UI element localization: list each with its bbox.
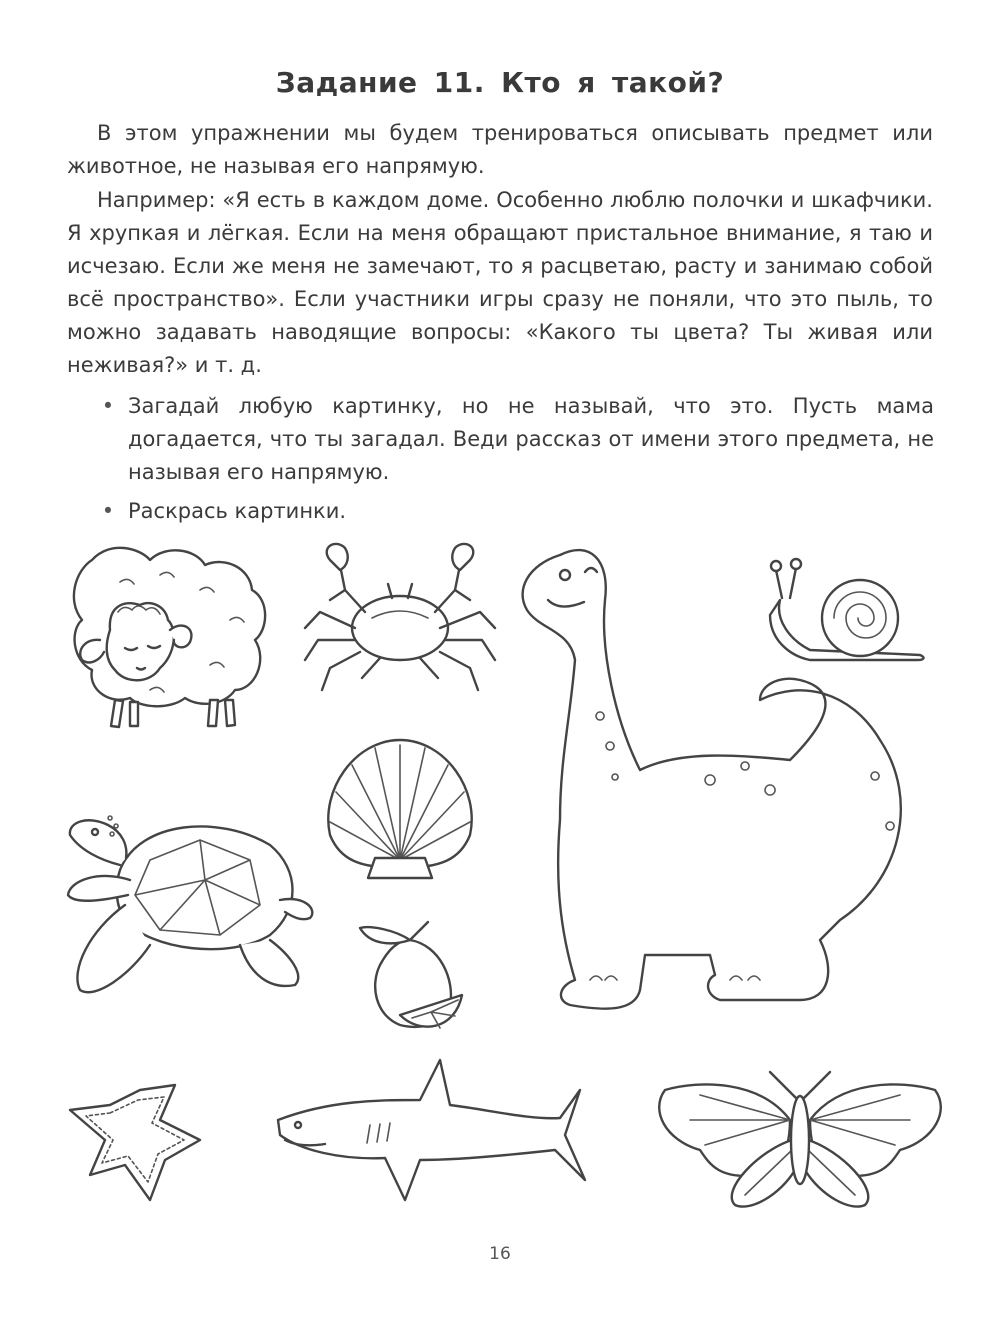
turtle-icon	[68, 816, 312, 992]
example-paragraph	[67, 184, 933, 382]
task-item-color	[98, 495, 934, 528]
example-paragraph-text: Например: «Я есть в каждом доме. Особенно люблю полочки и шкафчики. Я хрупкая и лёгкая. Если на меня обращают пристальное внимание, я таю и исчезаю. Если же меня не замечают, то я расцветаю, расту и занимаю собой всё пространство». Если участники игры сразу не поняли, что это пыль, то можно задавать наводящие вопросы: «Какого ты цвета? Ты живая или неживая?» и т. д.	[67, 188, 933, 377]
shark-icon	[278, 1060, 585, 1200]
task-item-text: Загадай любую картинку, но не называй, что это. Пусть мама догадается, что ты загадал. Веди рассказ от имени этого предмета, не называя его напрямую.	[128, 394, 934, 484]
butterfly-icon	[659, 1072, 941, 1207]
starfish-icon	[70, 1085, 200, 1200]
bullet-icon: •	[101, 499, 115, 523]
sheep-icon	[74, 548, 265, 727]
coloring-pictures	[0, 530, 1000, 1230]
seashell-icon	[328, 740, 471, 878]
intro-paragraph	[67, 117, 933, 183]
crab-icon	[305, 544, 495, 690]
snail-icon	[770, 559, 924, 660]
page-title: Задание 11. Кто я такой?	[275, 66, 725, 99]
page-number: 16	[489, 1244, 511, 1264]
task-item-guess	[98, 390, 934, 489]
lemon-icon	[360, 922, 462, 1028]
task-item-text: Раскрась картинки.	[128, 499, 347, 523]
intro-paragraph-text: В этом упражнении мы будем тренироваться описывать предмет или животное, не называя его напрямую.	[67, 121, 933, 178]
task-list	[98, 390, 934, 534]
bullet-icon: •	[101, 394, 115, 418]
